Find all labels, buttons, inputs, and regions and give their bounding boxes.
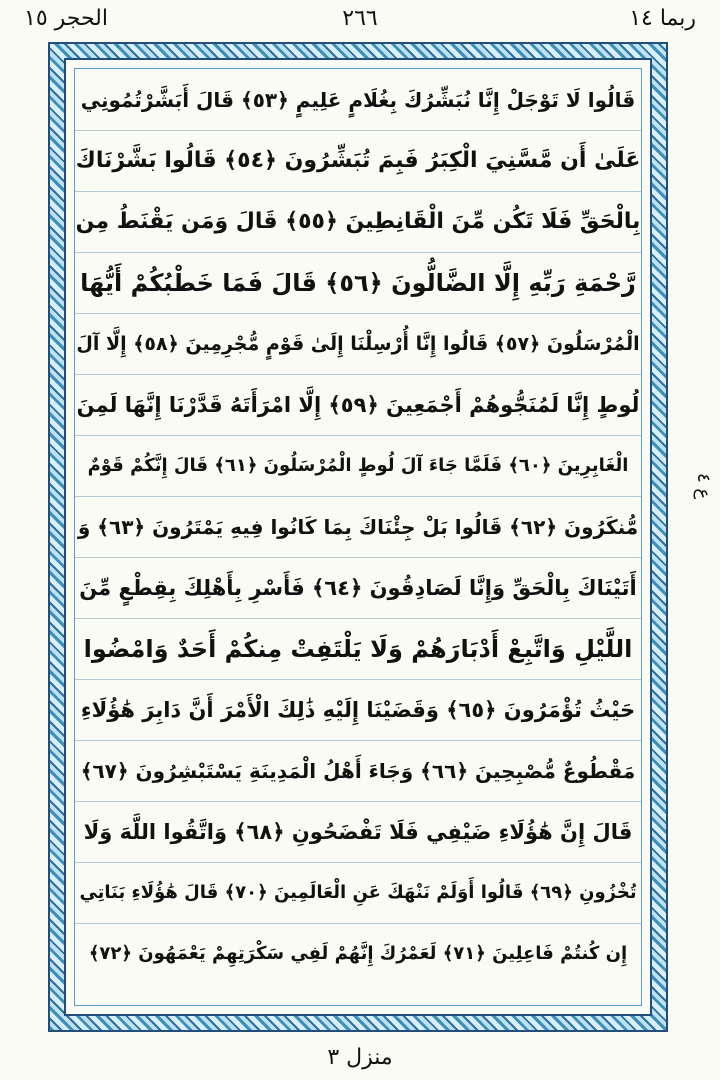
page-panel: [64, 58, 652, 1016]
verse-line: الْمُرْسَلُونَ ﴿٥٧﴾ قَالُوا إِنَّا أُرْسِلْنَا إِلَىٰ قَوْمٍ مُّجْرِمِينَ ﴿٥٨﴾ إِلَّا آلَ: [75, 313, 641, 375]
verse-line: مُّنكَرُونَ ﴿٦٢﴾ قَالُوا بَلْ جِئْنَاكَ بِمَا كَانُوا فِيهِ يَمْتَرُونَ ﴿٦٣﴾ وَ: [75, 496, 641, 558]
verse-line: بِالْحَقِّ فَلَا تَكُن مِّنَ الْقَانِطِينَ ﴿٥٥﴾ قَالَ وَمَن يَقْنَطُ مِن: [75, 191, 641, 253]
verse-line: رَّحْمَةِ رَبِّهِ إِلَّا الضَّالُّونَ ﴿٥٦﴾ قَالَ فَمَا خَطْبُكُمْ أَيُّهَا: [75, 252, 641, 314]
ruku-marker: ع ٤: [693, 472, 714, 500]
verse-block: [74, 68, 642, 1006]
verse-line: لُوطٍ إِنَّا لَمُنَجُّوهُمْ أَجْمَعِينَ ﴿٥٩﴾ إِلَّا امْرَأَتَهُ قَدَّرْنَا إِنَّهَا لَمِنَ: [75, 374, 641, 436]
verse-line: حَيْثُ تُؤْمَرُونَ ﴿٦٥﴾ وَقَضَيْنَا إِلَيْهِ ذَٰلِكَ الْأَمْرَ أَنَّ دَابِرَ هَٰؤُلَاءِ: [75, 679, 641, 741]
verse-line: قَالَ إِنَّ هَٰؤُلَاءِ ضَيْفِي فَلَا تَفْضَحُونِ ﴿٦٨﴾ وَاتَّقُوا اللَّهَ وَلَا: [75, 801, 641, 863]
verse-line: عَلَىٰ أَن مَّسَّنِيَ الْكِبَرُ فَبِمَ تُبَشِّرُونَ ﴿٥٤﴾ قَالُوا بَشَّرْنَاكَ: [75, 130, 641, 192]
verse-line: قَالُوا لَا تَوْجَلْ إِنَّا نُبَشِّرُكَ بِغُلَامٍ عَلِيمٍ ﴿٥٣﴾ قَالَ أَبَشَّرْتُمُونِي: [75, 69, 641, 131]
verse-line: أَتَيْنَاكَ بِالْحَقِّ وَإِنَّا لَصَادِقُونَ ﴿٦٤﴾ فَأَسْرِ بِأَهْلِكَ بِقِطْعٍ مِّنَ: [75, 557, 641, 619]
verse-line: مَقْطُوعٌ مُّصْبِحِينَ ﴿٦٦﴾ وَجَاءَ أَهْلُ الْمَدِينَةِ يَسْتَبْشِرُونَ ﴿٦٧﴾: [75, 740, 641, 802]
juz-label: ربما ١٤: [629, 6, 696, 31]
page-number: ٢٦٦: [342, 6, 378, 31]
verse-line: إِن كُنتُمْ فَاعِلِينَ ﴿٧١﴾ لَعَمْرُكَ إِنَّهُمْ لَفِي سَكْرَتِهِمْ يَعْمَهُونَ ﴿٧٢﴾: [88, 943, 628, 964]
verse-line: الْغَابِرِينَ ﴿٦٠﴾ فَلَمَّا جَاءَ آلَ لُوطٍ الْمُرْسَلُونَ ﴿٦١﴾ قَالَ إِنَّكُمْ قَوْمٌ: [75, 435, 641, 497]
decorative-border: [48, 42, 668, 1032]
verse-line: تُخْزُونِ ﴿٦٩﴾ قَالُوا أَوَلَمْ نَنْهَكَ عَنِ الْعَالَمِينَ ﴿٧٠﴾ قَالَ هَٰؤُلَاءِ بَنَاتِي: [75, 862, 641, 924]
surah-label: الحجر ١٥: [24, 6, 108, 31]
manzil-label: منزل ٣: [327, 1045, 393, 1070]
verse-line: اللَّيْلِ وَاتَّبِعْ أَدْبَارَهُمْ وَلَا يَلْتَفِتْ مِنكُمْ أَحَدٌ وَامْضُوا: [75, 618, 641, 680]
